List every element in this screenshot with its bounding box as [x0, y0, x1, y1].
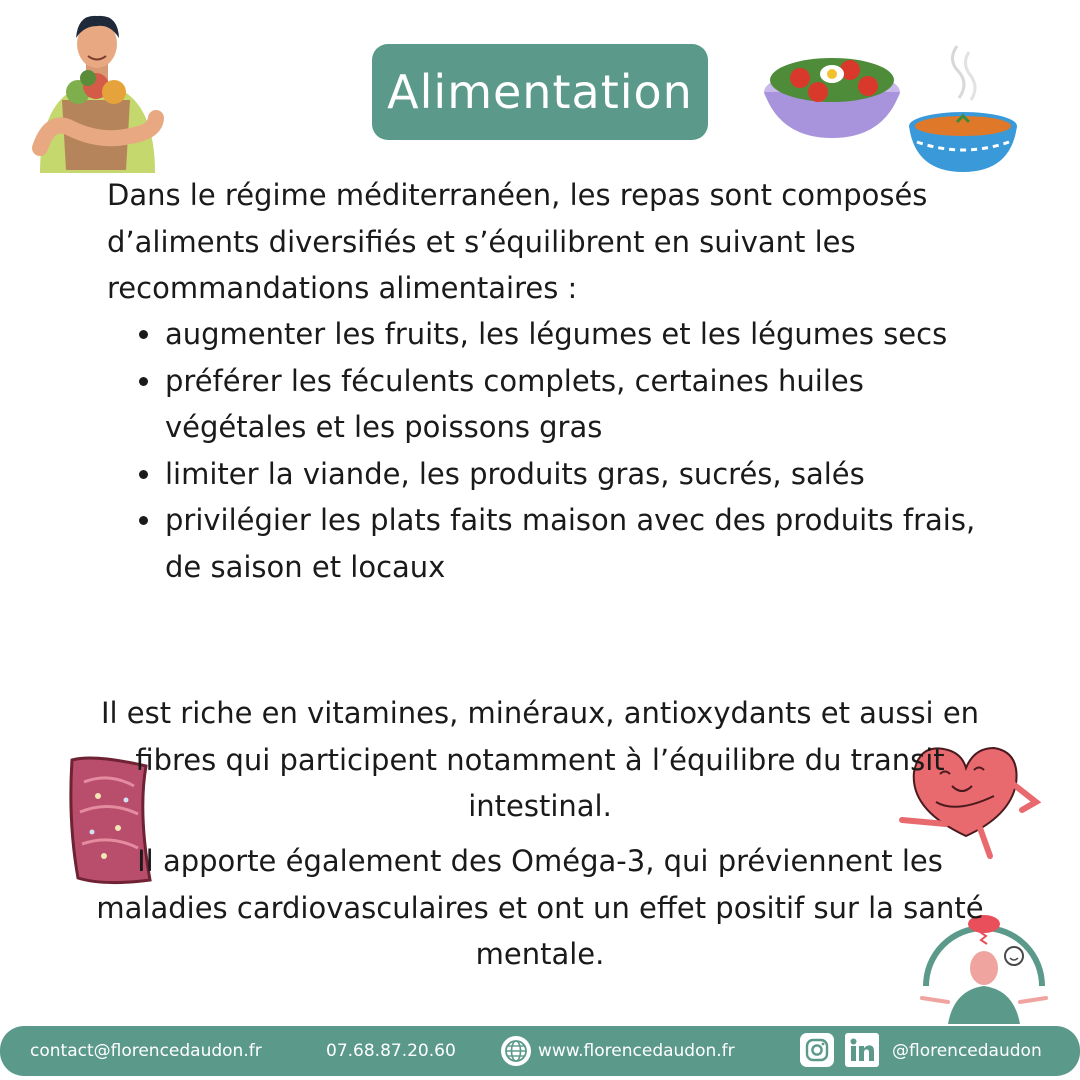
recommendations-list — [107, 311, 987, 590]
instagram-icon[interactable] — [800, 1033, 834, 1067]
list-item: préférer les féculents complets, certaines huiles végétales et les poissons gras — [107, 358, 987, 451]
list-item: privilégier les plats faits maison avec des produits frais, de saison et locaux — [107, 497, 987, 590]
footer-website[interactable]: www.florencedaudon.fr — [538, 1041, 735, 1061]
list-item: limiter la viande, les produits gras, sucrés, salés — [107, 451, 987, 498]
soup-bowl-illustration — [905, 42, 1023, 177]
page-title: Alimentation — [372, 44, 708, 140]
footer-phone[interactable]: 07.68.87.20.60 — [326, 1041, 456, 1061]
salad-bowl-illustration — [760, 40, 905, 140]
fiber-paragraph: Il est riche en vitamines, minéraux, antioxydants et aussi en fibres qui participent notamment à l’équilibre du transit intestinal. — [100, 696, 980, 823]
list-item: augmenter les fruits, les légumes et les légumes secs — [107, 311, 987, 358]
linkedin-icon[interactable] — [845, 1033, 879, 1067]
footer-social-handle[interactable]: @florencedaudon — [892, 1041, 1042, 1061]
intro-paragraph: Dans le régime méditerranéen, les repas sont composés d’aliments diversifiés et s’équilibrent en suivant les recommandations alimentaires : — [107, 178, 928, 305]
footer-bar — [0, 1026, 1080, 1076]
omega-paragraph: Il apporte également des Oméga-3, qui préviennent les maladies cardiovasculaires et ont un effet positif sur la santé mentale. — [96, 844, 984, 971]
globe-icon — [500, 1035, 532, 1067]
man-with-groceries-illustration — [30, 8, 165, 178]
footer-email[interactable]: contact@florencedaudon.fr — [30, 1041, 262, 1061]
